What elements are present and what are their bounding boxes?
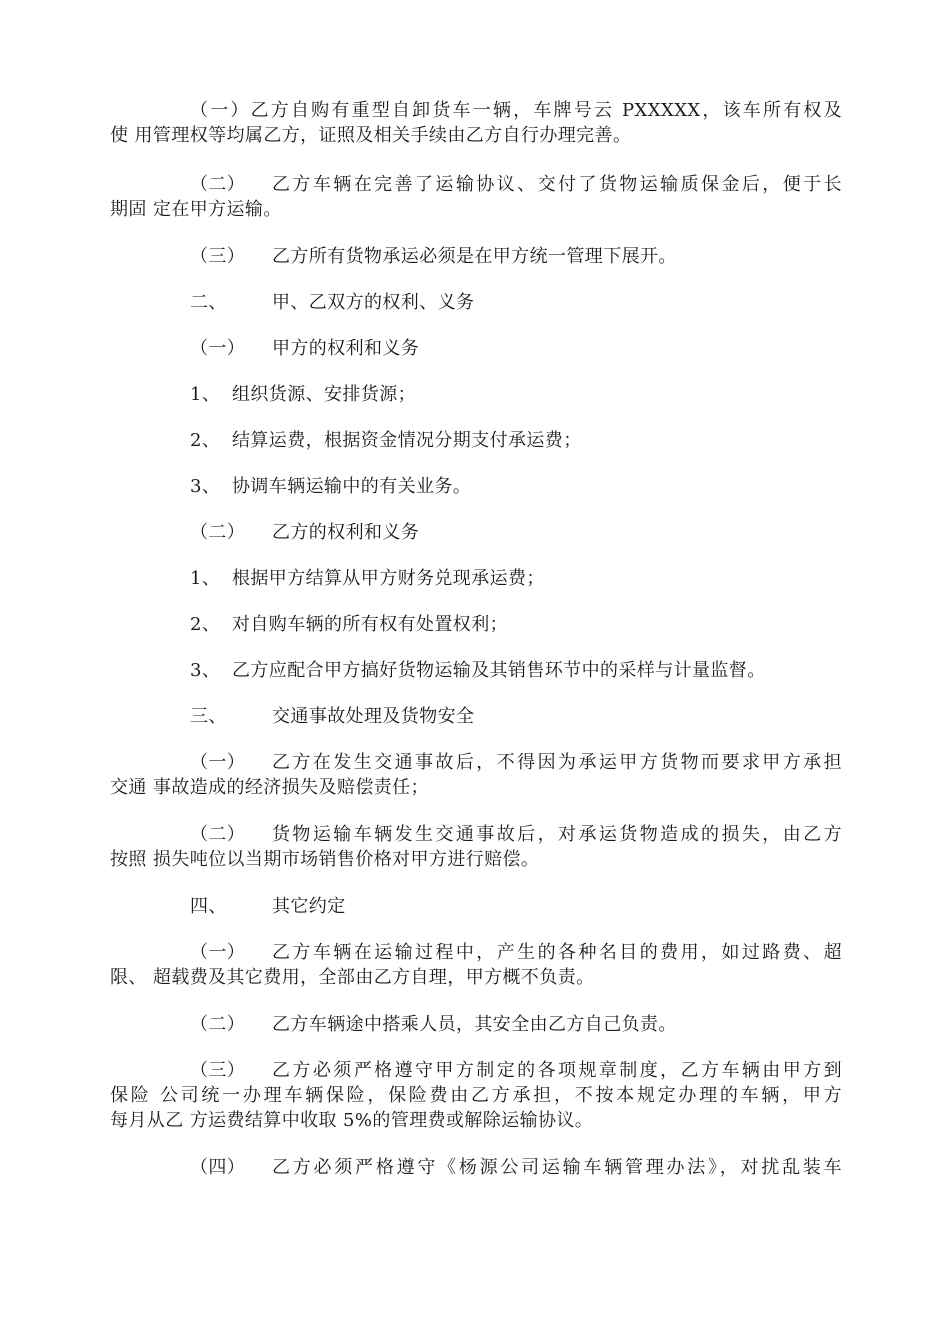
section-marker: 二、 bbox=[190, 292, 227, 313]
paragraph-line: 乙方车辆在完善了运输协议、交付了货物运输质保金后，便于长 bbox=[272, 174, 842, 195]
list-item: 组织货源、安排货源； bbox=[232, 384, 416, 405]
clause-marker: （三） bbox=[190, 246, 246, 267]
subsection-heading: 甲方的权利和义务 bbox=[272, 338, 420, 359]
paragraph-line: （一）乙方自购有重型自卸货车一辆，车牌号云 PXXXXX，该车所有权及 bbox=[190, 100, 842, 121]
item-marker: 1、 bbox=[190, 568, 221, 589]
list-item: 协调车辆运输中的有关业务。 bbox=[232, 476, 472, 497]
paragraph-line: 货物运输车辆发生交通事故后，对承运货物造成的损失，由乙方 bbox=[272, 824, 842, 845]
item-marker: 1、 bbox=[190, 384, 221, 405]
paragraph-line: 乙方车辆在运输过程中，产生的各种名目的费用，如过路费、超 bbox=[272, 942, 842, 963]
item-marker: 3、 bbox=[190, 660, 221, 681]
paragraph-line: 期固 定在甲方运输。 bbox=[110, 199, 282, 220]
paragraph-line: 按照 损失吨位以当期市场销售价格对甲方进行赔偿。 bbox=[110, 849, 540, 870]
item-marker: 2、 bbox=[190, 614, 221, 635]
clause-marker: （一） bbox=[190, 338, 246, 359]
list-item: 结算运费，根据资金情况分期支付承运费； bbox=[232, 430, 582, 451]
item-marker: 2、 bbox=[190, 430, 221, 451]
clause-marker: （二） bbox=[190, 522, 246, 543]
clause-marker: （二） bbox=[190, 824, 246, 845]
item-marker: 3、 bbox=[190, 476, 221, 497]
paragraph-line: 乙方车辆途中搭乘人员，其安全由乙方自己负责。 bbox=[272, 1014, 677, 1035]
paragraph-line: 使 用管理权等均属乙方，证照及相关手续由乙方自行办理完善。 bbox=[110, 125, 632, 146]
paragraph-line: 每月从乙 方运费结算中收取 5%的管理费或解除运输协议。 bbox=[110, 1110, 594, 1131]
section-heading: 甲、乙双方的权利、义务 bbox=[272, 292, 475, 313]
subsection-heading: 乙方的权利和义务 bbox=[272, 522, 420, 543]
paragraph-line: 乙方必须严格遵守《杨源公司运输车辆管理办法》，对扰乱装车 bbox=[272, 1157, 842, 1178]
list-item: 对自购车辆的所有权有处置权利； bbox=[232, 614, 508, 635]
paragraph-line: 乙方所有货物承运必须是在甲方统一管理下展开。 bbox=[272, 246, 677, 267]
paragraph-line: 乙方在发生交通事故后，不得因为承运甲方货物而要求甲方承担 bbox=[272, 752, 842, 773]
paragraph-line: 乙方必须严格遵守甲方制定的各项规章制度，乙方车辆由甲方到 bbox=[272, 1060, 842, 1081]
section-heading: 其它约定 bbox=[272, 896, 346, 917]
clause-marker: （三） bbox=[190, 1060, 246, 1081]
list-item: 根据甲方结算从甲方财务兑现承运费； bbox=[232, 568, 545, 589]
clause-marker: （一） bbox=[190, 752, 246, 773]
paragraph-line: 限、 超载费及其它费用，全部由乙方自理，甲方概不负责。 bbox=[110, 967, 595, 988]
clause-marker: （二） bbox=[190, 1014, 246, 1035]
clause-marker: （四） bbox=[190, 1157, 246, 1178]
section-marker: 三、 bbox=[190, 706, 227, 727]
paragraph-line: 保险 公司统一办理车辆保险，保险费由乙方承担，不按本规定办理的车辆，甲方 bbox=[110, 1085, 842, 1106]
section-heading: 交通事故处理及货物安全 bbox=[272, 706, 475, 727]
paragraph-line: 交通 事故造成的经济损失及赔偿责任； bbox=[110, 777, 429, 798]
section-marker: 四、 bbox=[190, 896, 227, 917]
clause-marker: （一） bbox=[190, 942, 246, 963]
clause-marker: （二） bbox=[190, 174, 246, 195]
list-item: 乙方应配合甲方搞好货物运输及其销售环节中的采样与计量监督。 bbox=[232, 660, 766, 681]
